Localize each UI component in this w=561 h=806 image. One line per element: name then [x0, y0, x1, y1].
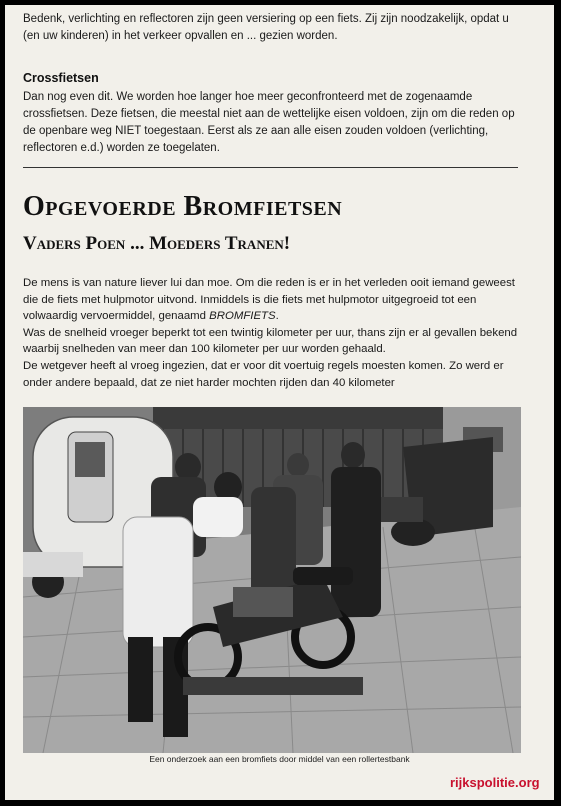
- crossfietsen-heading: Crossfietsen: [23, 71, 99, 85]
- site-watermark: rijkspolitie.org: [450, 775, 540, 790]
- article-paragraph-1: De mens is van nature liever lui dan moe. Om die reden is er in het verleden ooit iemand geweest die de fiets met hulpmotor uitvond. Inmiddels is die fiets met hulpmotor uitgegroeid tot een volwaardig vervoermiddel, genaamd BROMFIETS.: [23, 277, 515, 323]
- article-subtitle: Vaders Poen ... Moeders Tranen!: [23, 233, 291, 254]
- article-body: [23, 275, 521, 391]
- crossfietsen-paragraph: Dan nog even dit. We worden hoe langer hoe meer geconfronteerd met de zogenaamde crossfietsen. Deze fietsen, die meestal niet aan de wettelijke eisen voldoen, zijn om die reden op de openbare weg NIET toegestaan. Eerst als ze aan alle eisen zouden voldoen (verlichting, reflectoren e.d.) worden ze toegelaten.: [23, 91, 515, 154]
- photo-caption: Een onderzoek aan een bromfiets door middel van een rollertestbank: [149, 754, 410, 764]
- article-paragraph-3: De wetgever heeft al vroeg ingezien, dat er voor dit voertuig regels moesten komen. Zo werd er onder andere bepaald, dat ze niet harder mochten rijden dan 40 kilometer: [23, 359, 504, 389]
- moped-inspection-photo: [23, 407, 521, 753]
- bromfiets-emphasis: BROMFIETS: [209, 310, 276, 323]
- section-divider: [23, 167, 518, 168]
- article-paragraph-2: Was de snelheid vroeger beperkt tot een twintig kilometer per uur, thans zijn er al gevallen bekend waarbij snelheden van meer dan 100 kilometer per uur worden gehaald.: [23, 326, 518, 356]
- photo-illustration: [23, 407, 521, 753]
- document-page: [5, 5, 554, 800]
- intro-paragraph: Bedenk, verlichting en reflectoren zijn geen versiering op een fiets. Zij zijn noodzakelijk, opdat u (en uw kinderen) in het verkeer opvallen en ... gezien worden.: [23, 13, 509, 42]
- article-title: Opgevoerde Bromfietsen: [23, 191, 343, 222]
